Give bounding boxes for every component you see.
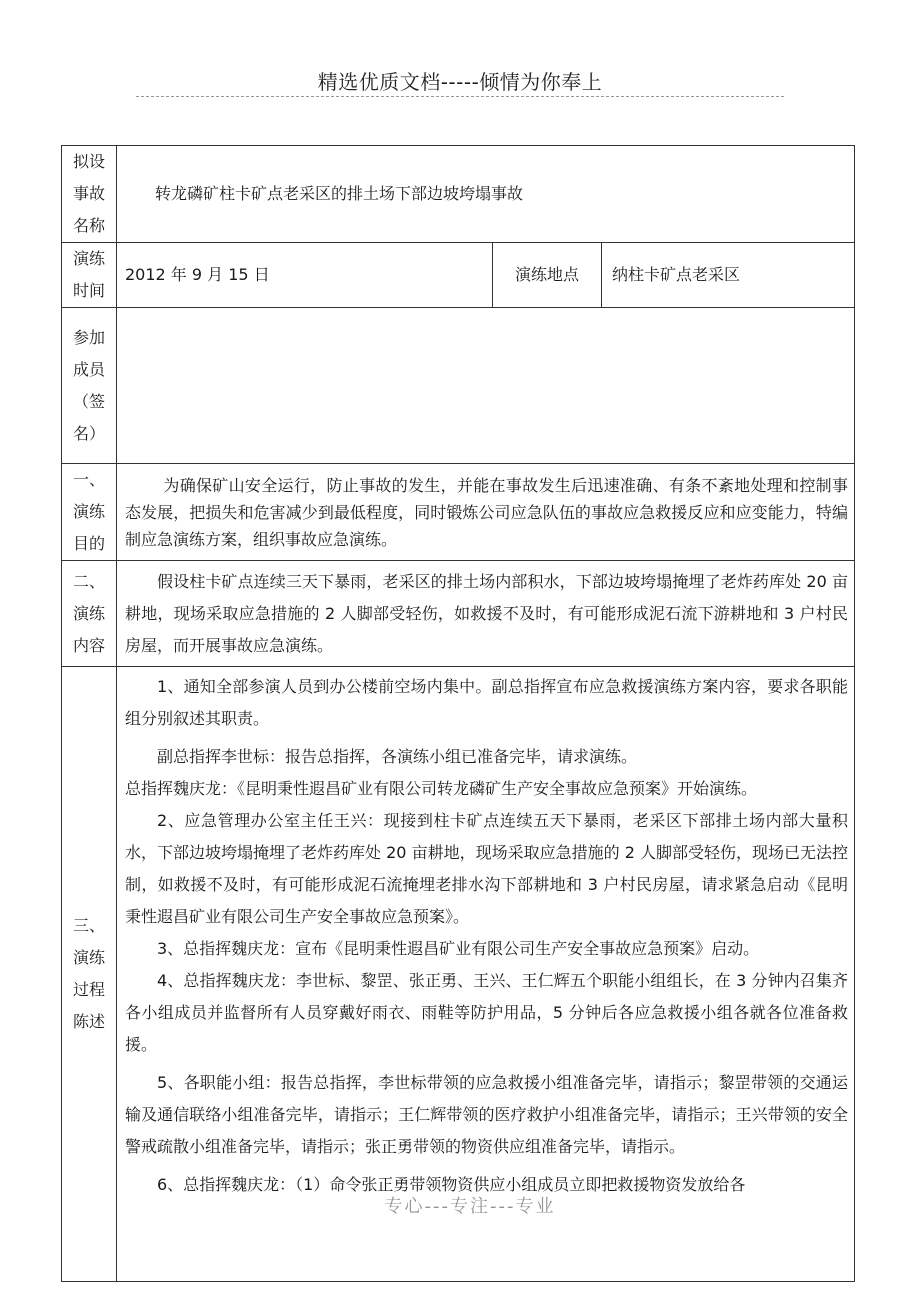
label-line: （签 (72, 391, 105, 411)
participants-signature-area[interactable] (117, 308, 855, 464)
label-line: 演练 (72, 502, 105, 521)
process-paragraph: 3、总指挥魏庆龙：宣布《昆明秉性遐昌矿业有限公司生产安全事故应急预案》启动。 (157, 939, 760, 958)
label-line: 名） (72, 423, 105, 443)
accident-name-value: 转龙磷矿柱卡矿点老采区的排土场下部边坡垮塌事故 (117, 146, 855, 243)
label-line: 一、 (72, 470, 105, 489)
content-text: 假设柱卡矿点连续三天下暴雨，老采区的排土场内部积水，下部边坡垮塌掩埋了老炸药库处 20 亩耕地，现场采取应急措施的 2 人脚部受轻伤，如救援不及时，有可能形成泥石流下游耕地和 3 户村民房屋，而开展事故应急演练。 (125, 571, 848, 655)
label-line: 演练 (72, 249, 105, 268)
drill-location-label: 演练地点 (493, 243, 602, 308)
process-paragraph: 2、应急管理办公室主任王兴：现接到柱卡矿点连续五天下暴雨，老采区下部排土场内部大量积水，下部边坡垮塌掩埋了老炸药库处 20 亩耕地，现场采取应急措施的 2 人脚部受轻伤，现场已无法控制，如救援不及时，有可能形成泥石流掩埋老排水沟下部耕地和 3 户村民房屋，请求紧急启动《昆明秉性遐昌矿业有限公司生产安全事故应急预案》。 (125, 811, 848, 926)
drill-record-table (61, 145, 855, 1282)
process-paragraph: 副总指挥李世标：报告总指挥，各演练小组已准备完毕，请求演练。 (157, 747, 638, 766)
process-paragraph: 5、各职能小组：报告总指挥，李世标带领的应急救援小组准备完毕，请指示；黎罡带领的交通运输及通信联络小组准备完毕，请指示；王仁辉带领的医疗救护小组准备完毕，请指示；王兴带领的安全警戒疏散小组准备完毕，请指示；张正勇带领的物资供应组准备完毕，请指示。 (125, 1073, 848, 1156)
label-content (62, 561, 117, 667)
label-line: 三、 (72, 916, 105, 935)
row-participants (62, 308, 855, 464)
row-content (62, 561, 855, 667)
row-process (62, 667, 855, 1282)
label-line: 内容 (72, 635, 105, 655)
label-line: 参加 (72, 327, 105, 347)
label-line: 演练 (72, 603, 105, 623)
label-accident-name (62, 146, 117, 243)
content-text-cell (117, 561, 855, 667)
label-line: 二、 (72, 571, 105, 591)
row-purpose (62, 464, 855, 561)
process-paragraph: 6、总指挥魏庆龙：（1）命令张正勇带领物资供应小组成员立即把救援物资发放给各 (157, 1175, 746, 1194)
footer-watermark: 专心---专注---专业 (384, 1196, 556, 1217)
row-drill-time (62, 243, 855, 308)
purpose-text-cell (117, 464, 855, 561)
label-line: 拟设 (72, 152, 105, 171)
label-purpose (62, 464, 117, 561)
label-drill-time (62, 243, 117, 308)
label-line: 过程 (72, 980, 105, 999)
page-header-title: 精选优质文档-----倾情为你奉上 (317, 70, 603, 94)
label-line: 演练 (72, 948, 105, 967)
label-line: 成员 (72, 359, 105, 379)
process-paragraph: 总指挥魏庆龙：《昆明秉性遐昌矿业有限公司转龙磷矿生产安全事故应急预案》开始演练。 (125, 779, 758, 798)
process-paragraph: 1、通知全部参演人员到办公楼前空场内集中。副总指挥宣布应急救援演练方案内容，要求各职能组分别叙述其职责。 (125, 677, 848, 728)
purpose-text: 为确保矿山安全运行，防止事故的发生，并能在事故发生后迅速准确、有条不紊地处理和控制事态发展，把损失和危害减少到最低程度，同时锻炼公司应急队伍的事故应急救援反应和应变能力，特编制应急演练方案，组织事故应急演练。 (125, 475, 848, 549)
label-participants (62, 308, 117, 464)
process-paragraph: 4、总指挥魏庆龙：李世标、黎罡、张正勇、王兴、王仁辉五个职能小组组长，在 3 分钟内召集齐各小组成员并监督所有人员穿戴好雨衣、雨鞋等防护用品，5 分钟后各应急救援小组各就各位准备救援。 (125, 971, 848, 1054)
label-line: 名称 (72, 216, 105, 235)
header-divider (136, 96, 784, 97)
drill-date-value: 2012 年 9 月 15 日 (117, 243, 493, 308)
label-line: 目的 (72, 534, 105, 553)
label-process (62, 667, 117, 1282)
label-line: 时间 (72, 281, 105, 300)
drill-location-value: 纳柱卡矿点老采区 (602, 243, 855, 308)
label-line: 陈述 (72, 1012, 105, 1031)
label-line: 事故 (72, 184, 105, 203)
process-text-cell (117, 667, 855, 1282)
row-accident-name (62, 146, 855, 243)
